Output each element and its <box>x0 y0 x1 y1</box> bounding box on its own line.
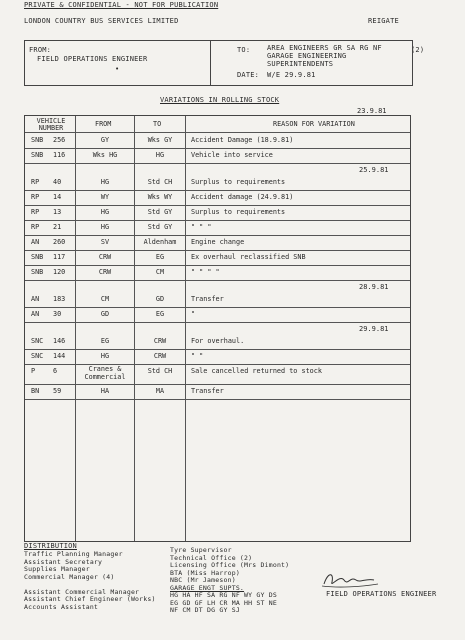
from-value: FIELD OPERATIONS ENGINEER <box>37 55 148 63</box>
vehicle-type: AN <box>31 238 40 246</box>
distribution-recipient: Assistant Secretary <box>24 557 103 566</box>
vehicle-number: 40 <box>53 178 62 186</box>
vehicle-number: 117 <box>53 253 66 261</box>
distribution-recipient: NBC (Mr Jameson) <box>170 576 236 584</box>
vehicle-type: SNB <box>31 268 44 276</box>
vehicle-type: SNB <box>31 151 44 159</box>
classification-header: PRIVATE & CONFIDENTIAL - NOT FOR PUBLICATION <box>24 1 219 9</box>
date-group: 29.9.81 <box>359 325 389 333</box>
variation-reason: Engine change <box>191 238 245 246</box>
to-line-2: GARAGE ENGINEERING <box>267 52 347 60</box>
from-garage: WY <box>100 193 110 201</box>
col-header-from: FROM <box>95 120 112 128</box>
vehicle-type: RP <box>31 208 40 216</box>
from-garage: EG <box>100 337 110 345</box>
vehicle-number: 146 <box>53 337 66 345</box>
vehicle-number: 21 <box>53 223 62 231</box>
distribution-title: DISTRIBUTION <box>24 542 77 550</box>
from-garage: GY <box>100 136 110 144</box>
to-garage: EG <box>155 253 165 261</box>
variation-reason: Vehicle into service <box>191 151 273 159</box>
date-group: 25.9.81 <box>359 166 389 174</box>
vehicle-type: RP <box>31 223 40 231</box>
from-garage: CRW <box>98 253 112 261</box>
date-value: W/E 29.9.81 <box>267 71 316 79</box>
from-garage: GD <box>100 310 110 318</box>
vehicle-type: BN <box>31 387 40 395</box>
row-divider <box>25 205 410 206</box>
from-garage: CRW <box>98 268 112 276</box>
variation-reason: Sale cancelled returned to stock <box>191 367 322 375</box>
date-label: DATE: <box>237 71 260 79</box>
to-garage: Std GY <box>147 208 173 216</box>
distribution-block <box>24 542 77 550</box>
distribution-recipient: Commercial Manager (4) <box>24 572 115 581</box>
signature-title: FIELD OPERATIONS ENGINEER <box>326 590 437 598</box>
to-garage: EG <box>155 310 165 318</box>
row-divider <box>25 265 410 266</box>
vehicle-number: 256 <box>53 136 66 144</box>
to-garage: GD <box>155 295 165 303</box>
date-group: 23.9.81 <box>357 107 387 115</box>
from-label: FROM: <box>29 46 52 54</box>
from-garage: Cranes & Commercial <box>84 365 126 381</box>
from-garage: HA <box>100 387 110 395</box>
variation-reason: " " " " <box>191 268 220 276</box>
variation-reason: Transfer <box>191 295 224 303</box>
row-divider <box>25 250 410 251</box>
to-garage: Std CH <box>147 178 173 186</box>
to-garage: Wks WY <box>147 193 173 201</box>
variation-reason: Accident damage (24.9.81) <box>191 193 294 201</box>
vehicle-number: 183 <box>53 295 66 303</box>
from-garage: HG <box>100 352 110 360</box>
vehicle-number: 116 <box>53 151 66 159</box>
rolling-stock-table <box>24 115 411 542</box>
to-garage: CRW <box>153 337 167 345</box>
vehicle-number: 144 <box>53 352 66 360</box>
page-title: VARIATIONS IN ROLLING STOCK <box>160 96 280 104</box>
distribution-recipient: Supplies Manager <box>24 565 90 573</box>
vehicle-type: SNC <box>31 352 44 360</box>
row-divider <box>25 235 410 236</box>
vehicle-type: RP <box>31 178 40 186</box>
to-garage: CRW <box>153 352 167 360</box>
vehicle-number: 59 <box>53 387 62 395</box>
row-divider <box>25 307 410 308</box>
col-header-vehicle: VEHICLE NUMBER <box>36 117 66 132</box>
from-garage: SV <box>100 238 110 246</box>
to-garage: HG <box>155 151 165 159</box>
variation-reason: Transfer <box>191 387 224 395</box>
distribution-recipient: HG HA HF SA RG NF WY GY DS <box>170 591 277 599</box>
distribution-recipient: GARAGE ENGT SUPTS. <box>170 583 245 592</box>
row-divider <box>25 349 410 350</box>
distribution-recipient: Tyre Supervisor <box>170 546 232 554</box>
to-line-1: AREA ENGINEERS GR SA RG NF <box>267 44 382 52</box>
vehicle-number: 6 <box>53 367 58 375</box>
vehicle-type: SNC <box>31 337 44 345</box>
memo-address-box: FROM: FIELD OPERATIONS ENGINEER • TO: AREA ENGINEERS GR SA RG NF GARAGE ENGINEERING SUPERINTENDENTS DATE: W/E 29.9.81 <box>24 40 413 86</box>
vehicle-type: P <box>31 367 36 375</box>
vehicle-number: 13 <box>53 208 62 216</box>
vehicle-type: AN <box>31 295 40 303</box>
to-garage: Aldenham <box>143 238 177 246</box>
variation-reason: Surplus to requirements <box>191 208 286 216</box>
distribution-recipient: BTA (Miss Harrop) <box>170 568 240 577</box>
to-garage: Wks GY <box>147 136 173 144</box>
to-garage: Std CH <box>147 367 173 375</box>
vehicle-type: SNB <box>31 136 44 144</box>
vehicle-type: AN <box>31 310 40 318</box>
to-line-3: SUPERINTENDENTS <box>267 60 334 68</box>
variation-reason: Surplus to requirements <box>191 178 286 186</box>
distribution-recipient: Assistant Chief Engineer (Works) <box>24 595 156 603</box>
row-divider <box>25 280 410 281</box>
to-label: TO: <box>237 46 251 54</box>
col-header-reason: REASON FOR VARIATION <box>273 120 355 128</box>
handwritten-signature <box>320 568 380 590</box>
from-garage: HG <box>100 208 110 216</box>
location-label: REIGATE <box>368 17 399 25</box>
row-divider <box>25 163 410 164</box>
row-divider <box>25 384 410 385</box>
page-number: (2) <box>411 46 425 54</box>
variation-reason: " <box>191 310 196 318</box>
vehicle-number: 260 <box>53 238 66 246</box>
distribution-recipient: EG GD GF LH CR MA HH ST NE <box>170 598 277 607</box>
row-divider <box>25 190 410 191</box>
distribution-recipient: Licensing Office (Mrs Dimont) <box>170 561 290 569</box>
variation-reason: Accident Damage (18.9.81) <box>191 136 294 144</box>
col-header-to: TO <box>153 120 162 128</box>
to-garage: Std GY <box>147 223 173 231</box>
vehicle-number: 14 <box>53 193 62 201</box>
row-divider <box>25 220 410 221</box>
from-garage: CM <box>100 295 110 303</box>
vehicle-type: RP <box>31 193 40 201</box>
to-garage: MA <box>155 387 165 395</box>
vehicle-type: SNB <box>31 253 44 261</box>
company-name: LONDON COUNTRY BUS SERVICES LIMITED <box>24 17 179 25</box>
variation-reason: " " " <box>191 223 212 231</box>
variation-reason: " " <box>191 352 204 360</box>
variation-reason: Ex overhaul reclassified SNB <box>191 253 306 261</box>
row-divider <box>25 322 410 323</box>
row-divider <box>25 399 410 400</box>
distribution-recipient: Accounts Assistant <box>24 602 99 611</box>
date-group: 28.9.81 <box>359 283 389 291</box>
from-garage: HG <box>100 178 110 186</box>
row-divider <box>25 148 410 149</box>
distribution-recipient: Assistant Commercial Manager <box>24 587 140 596</box>
distribution-recipient: Traffic Planning Manager <box>24 550 123 558</box>
distribution-recipient: NF CM DT DG GY SJ <box>170 606 240 614</box>
vehicle-number: 120 <box>53 268 66 276</box>
signature-block <box>320 568 437 598</box>
distribution-recipient: Technical Office (2) <box>170 553 253 562</box>
from-garage: Wks HG <box>92 151 118 159</box>
variation-reason: For overhaul. <box>191 337 245 345</box>
vehicle-number: 30 <box>53 310 62 318</box>
from-garage: HG <box>100 223 110 231</box>
to-garage: CM <box>155 268 165 276</box>
